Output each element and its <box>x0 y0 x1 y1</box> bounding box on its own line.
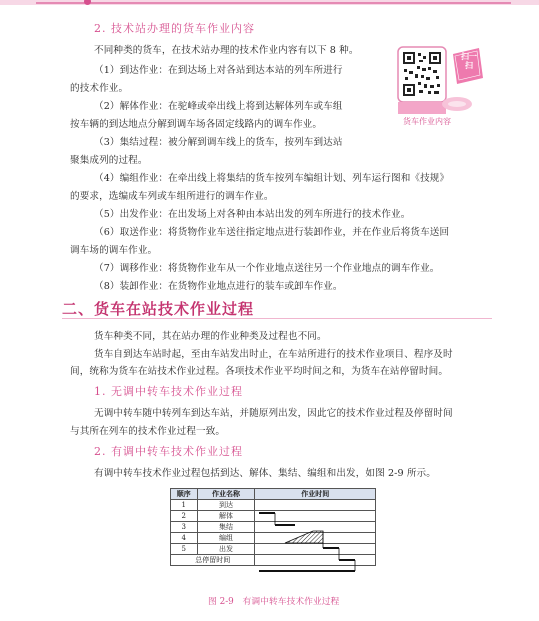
bar-collection <box>285 531 323 543</box>
para1-line-5: 按车辆的到达地点分解到调车场各固定线路内的调车作业。 <box>70 119 323 130</box>
header-operation: 作业名称 <box>197 489 255 500</box>
sub-heading-2: 2. 有调中转车技术作业过程 <box>94 445 243 458</box>
timeline-bars <box>255 499 376 589</box>
para1-line-14: （8）装卸作业：在货物作业地点进行的装车或卸车作业。 <box>94 281 343 292</box>
para2-line-2: 货车自到达车站时起，至由车站发出时止，在车站所进行的技术作业项目、程序及时 <box>94 349 453 360</box>
para1-line-4: （2）解体作业：在驼峰或牵出线上将到达解体列车或车组 <box>94 101 343 112</box>
row-number: 2 <box>171 511 198 522</box>
row-operation: 编组 <box>197 533 255 544</box>
row-number: 1 <box>171 500 198 511</box>
row-operation: 集结 <box>197 522 255 533</box>
para1-line-6: （3）集结过程：被分解到调车线上的货车，按列车到达站 <box>94 137 343 148</box>
row-number: 3 <box>171 522 198 533</box>
para4-line-1: 有调中转车技术作业过程包括到达、解体、集结、编组和出发，如图 2-9 所示。 <box>94 468 436 479</box>
main-heading: 二、货车在站技术作业过程 <box>62 300 255 318</box>
para2-line-3: 间，统称为货车在站技术作业过程。各项技术作业平均时间之和，为货车在站停留时间。 <box>70 366 449 377</box>
qr-tag-text: 扫一扫 <box>461 51 477 70</box>
row-operation: 解体 <box>197 511 255 522</box>
heading-rule <box>62 318 492 319</box>
figure-caption: 图 2-9 有调中转车技术作业过程 <box>208 597 340 607</box>
para1-line-8: （4）编组作业：在牵出线上将集结的货车按列车编组计划、列车运行图和《技规》 <box>94 173 450 184</box>
header-order: 顺序 <box>171 489 198 500</box>
para2-line-1: 货车种类不同，其在站办理的作业种类及过程也不同。 <box>94 331 327 342</box>
para1-line-13: （7）调移作业：将货物作业车从一个作业地点送往另一个作业地点的调车作业。 <box>94 263 440 274</box>
top-rule <box>36 2 511 4</box>
row-number: 5 <box>171 544 198 555</box>
para1-line-9: 的要求，选编成车列或车组所进行的调车作业。 <box>70 191 274 202</box>
para3-line-2: 与其所在列车的技术作业过程一致。 <box>70 426 226 437</box>
qr-code-card[interactable] <box>393 44 488 126</box>
para1-line-7: 聚集成列的过程。 <box>70 155 148 166</box>
qr-caption: 货车作业内容 <box>403 117 451 126</box>
row-number: 4 <box>171 533 198 544</box>
para1-line-11: （6）取送作业：将货物作业车送往指定地点进行装卸作业，并在作业后将货车送回 <box>94 227 450 238</box>
para1-line-10: （5）出发作业：在出发场上对各种由本站出发的列车所进行的技术作业。 <box>94 209 411 220</box>
para1-line-12: 调车场的调车作业。 <box>70 245 158 256</box>
total-stay-label: 总停留时间 <box>171 555 255 566</box>
table-header-row <box>171 489 376 500</box>
para1-line-1: 不同种类的货车，在技术站办理的技术作业内容有以下 8 种。 <box>94 45 359 56</box>
section-heading-1: 2. 技术站办理的货车作业内容 <box>94 22 255 35</box>
para1-line-3: 的技术作业。 <box>70 83 129 94</box>
row-operation: 到达 <box>197 500 255 511</box>
para1-line-2: （1）到达作业：在到达场上对各站到达本站的列车所进行 <box>94 65 343 76</box>
para3-line-1: 无调中转车随中转列车到达车站，并随原列出发，因此它的技术作业过程及停留时间 <box>94 408 453 419</box>
row-operation: 出发 <box>197 544 255 555</box>
header-time: 作业时间 <box>255 489 376 500</box>
top-decoration-strip <box>0 0 539 5</box>
sub-heading-1: 1. 无调中转车技术作业过程 <box>94 385 243 398</box>
top-bullet-dot <box>84 0 91 5</box>
process-timing-figure <box>170 488 376 589</box>
